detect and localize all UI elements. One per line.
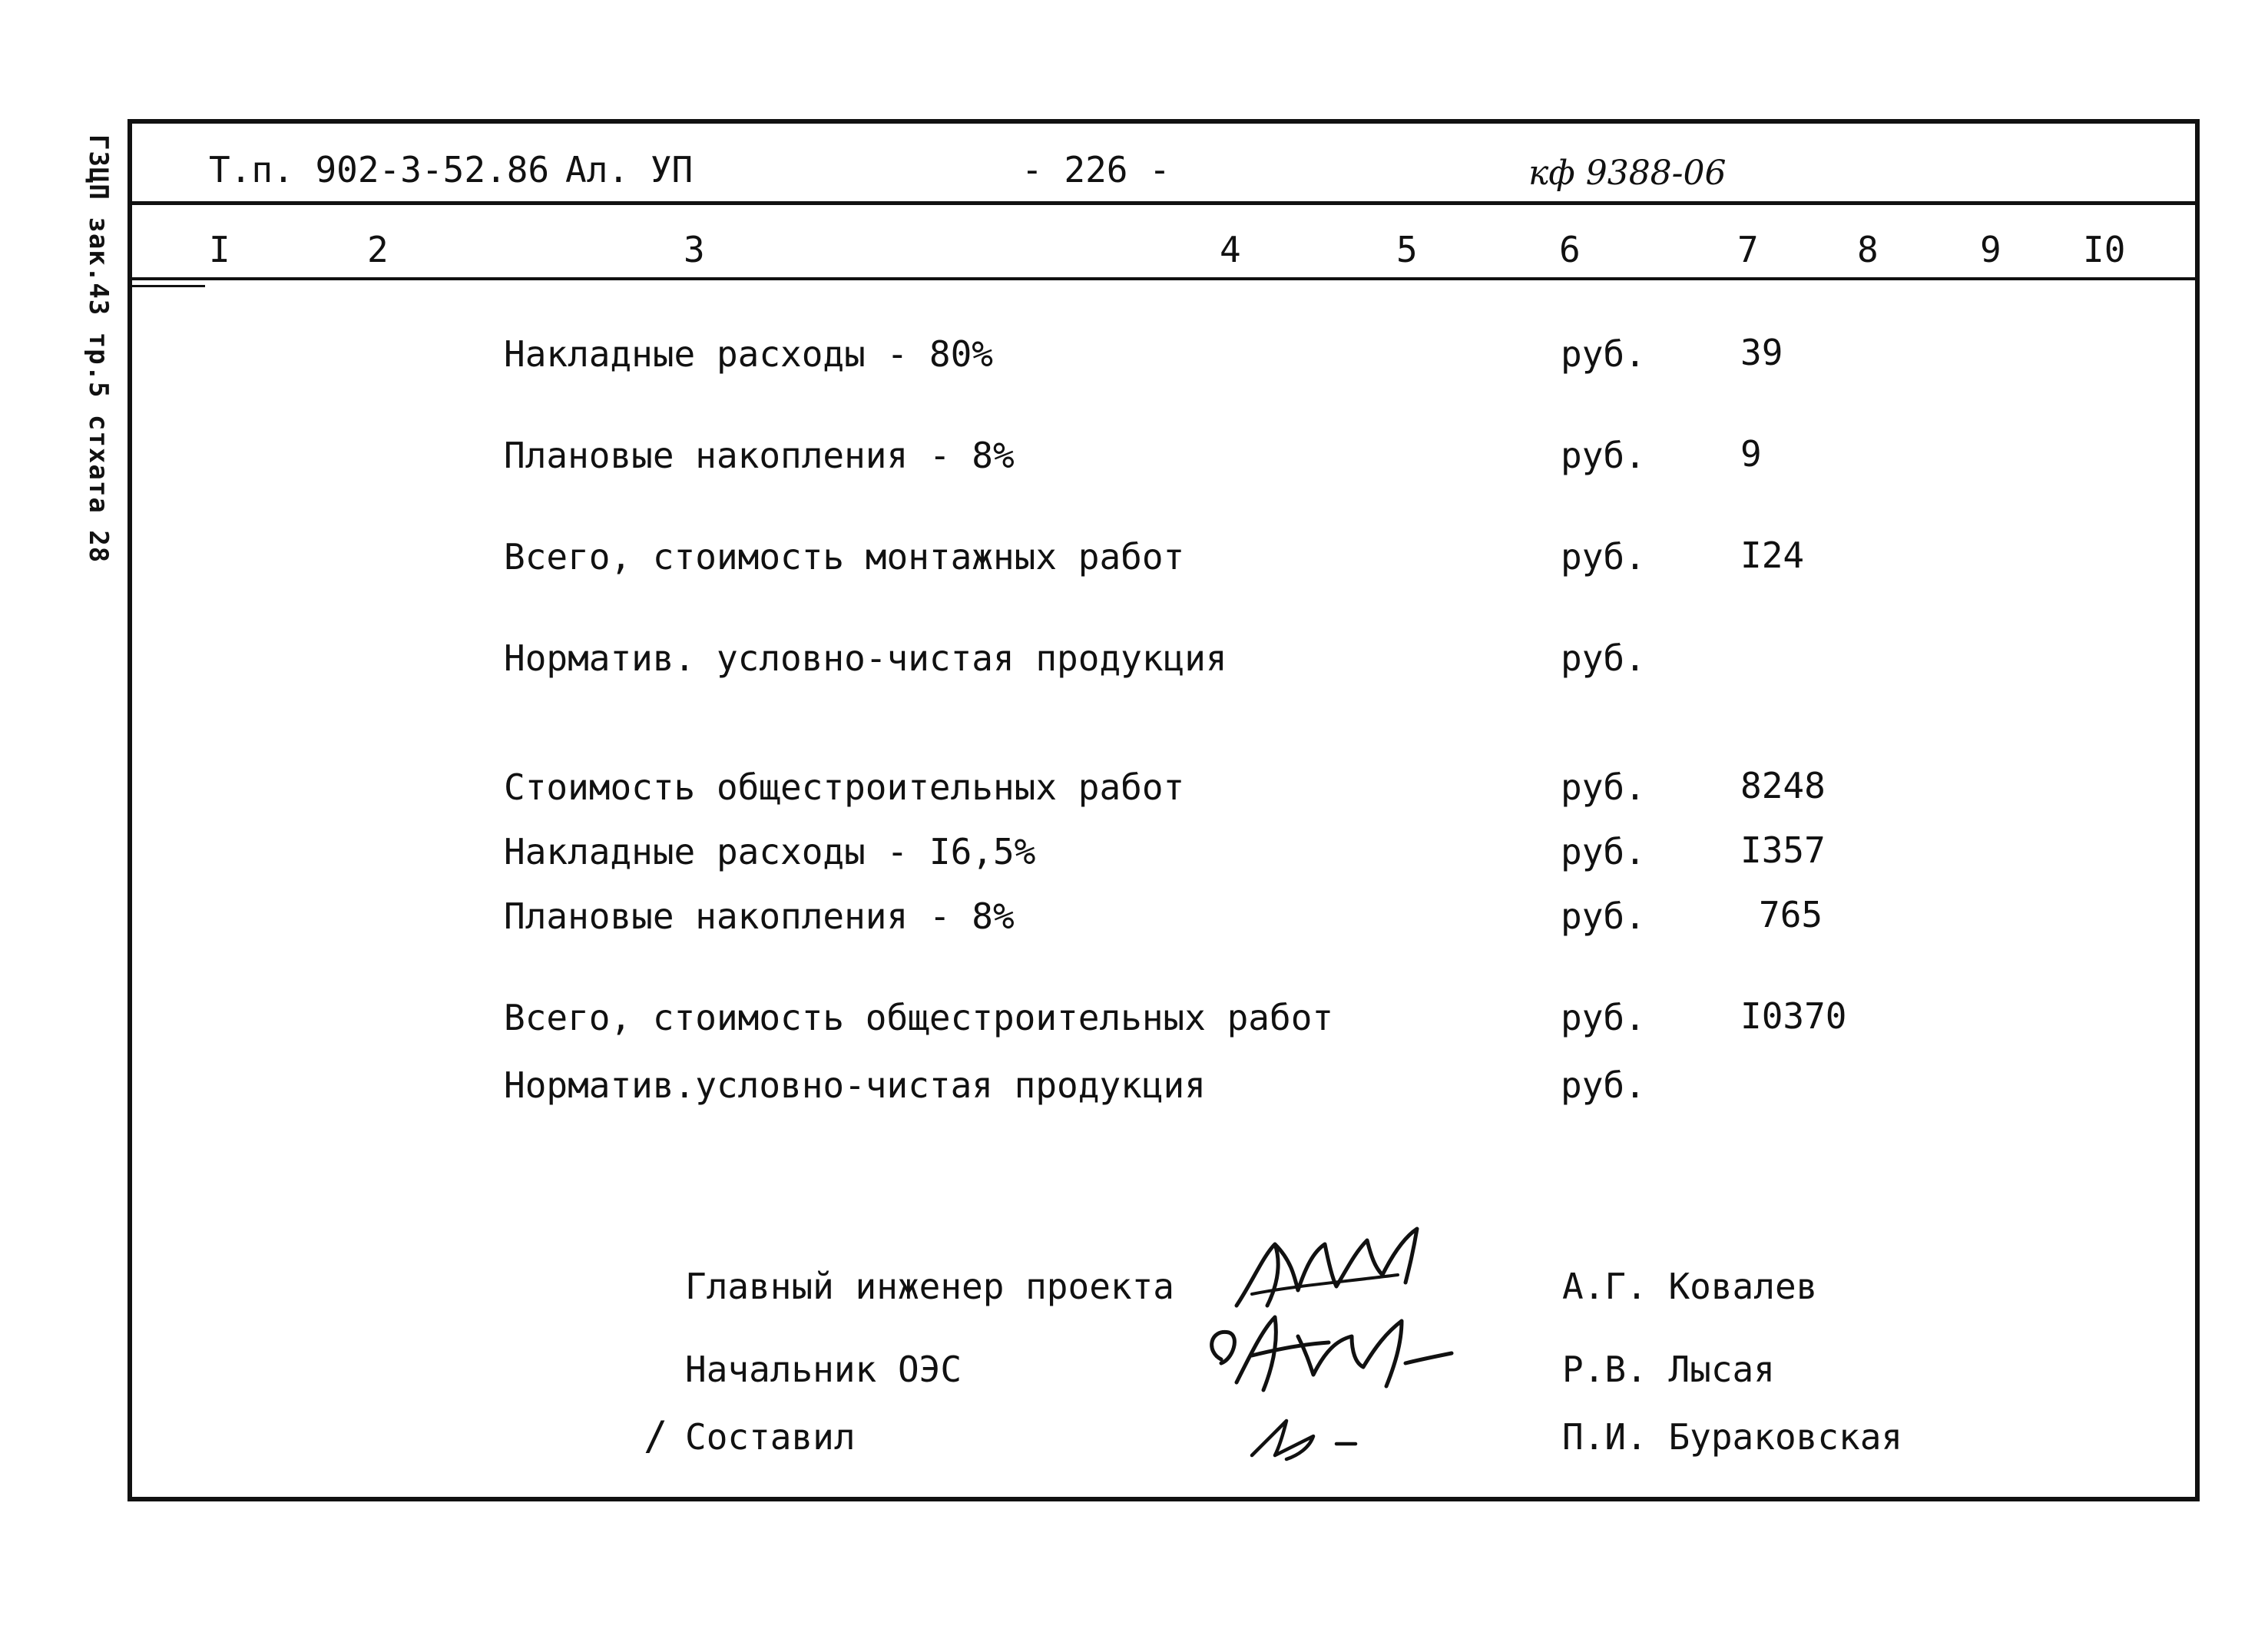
row-unit: руб.	[1561, 997, 1646, 1038]
column-number: I0	[2083, 229, 2126, 270]
document-code: кф 9388-06	[1528, 154, 1727, 193]
composer-mark: /	[644, 1413, 668, 1459]
row-label: Всего, стоимость монтажных работ	[504, 536, 1185, 578]
row-label: Накладные расходы - 80%	[504, 333, 993, 375]
row-label: Накладные расходы - I6,5%	[504, 831, 1036, 872]
row-value: 8248	[1740, 765, 1826, 806]
row-value: 765	[1759, 894, 1823, 935]
row-label: Плановые накопления - 8%	[504, 895, 1015, 937]
signature-oes-head	[1198, 1306, 1459, 1405]
row-value: I0370	[1740, 995, 1847, 1037]
column-number: I	[209, 229, 230, 270]
column-number: 2	[367, 229, 389, 270]
row-value: 9	[1740, 433, 1762, 475]
column-number: 6	[1559, 229, 1581, 270]
signer-role: Начальник ОЭС	[685, 1349, 962, 1390]
row-label: Стоимость общестроительных работ	[504, 766, 1185, 808]
column-number: 3	[684, 229, 705, 270]
margin-tick	[132, 285, 205, 287]
row-label: Плановые накопления - 8%	[504, 435, 1015, 476]
row-label: Норматив. условно-чистая продукция	[504, 637, 1227, 679]
signer-role: Главный инженер проекта	[685, 1266, 1174, 1307]
signature-composer	[1244, 1405, 1367, 1467]
row-label: Всего, стоимость общестроительных работ	[504, 997, 1334, 1038]
column-header-divider	[132, 277, 2195, 280]
row-unit: руб.	[1561, 1064, 1646, 1106]
row-unit: руб.	[1561, 831, 1646, 872]
row-unit: руб.	[1561, 766, 1646, 808]
row-unit: руб.	[1561, 536, 1646, 578]
signer-name: А.Г. Ковалев	[1562, 1266, 1818, 1307]
row-value: I357	[1740, 829, 1826, 871]
row-unit: руб.	[1561, 895, 1646, 937]
margin-stamp: ГЗЦП зак.43 тр.5 стхата 28	[83, 134, 114, 564]
row-unit: руб.	[1561, 333, 1646, 375]
signer-name: Р.В. Лысая	[1562, 1349, 1775, 1390]
row-unit: руб.	[1561, 435, 1646, 476]
album-number: Ал. УП	[565, 149, 694, 190]
signer-name: П.И. Бураковская	[1562, 1416, 1903, 1458]
row-unit: руб.	[1561, 637, 1646, 679]
column-number: 8	[1857, 229, 1879, 270]
doc-reference: Т.п. 902-3-52.86	[209, 149, 550, 190]
column-number: 9	[1980, 229, 2001, 270]
header-divider	[127, 201, 2200, 205]
row-value: 39	[1740, 332, 1783, 373]
signer-role: Составил	[685, 1416, 856, 1458]
row-label: Норматив.условно-чистая продукция	[504, 1064, 1206, 1106]
column-number: 5	[1396, 229, 1418, 270]
row-value: I24	[1740, 535, 1805, 576]
page-number: - 226 -	[1021, 149, 1170, 190]
column-number: 7	[1737, 229, 1759, 270]
column-number: 4	[1220, 229, 1241, 270]
